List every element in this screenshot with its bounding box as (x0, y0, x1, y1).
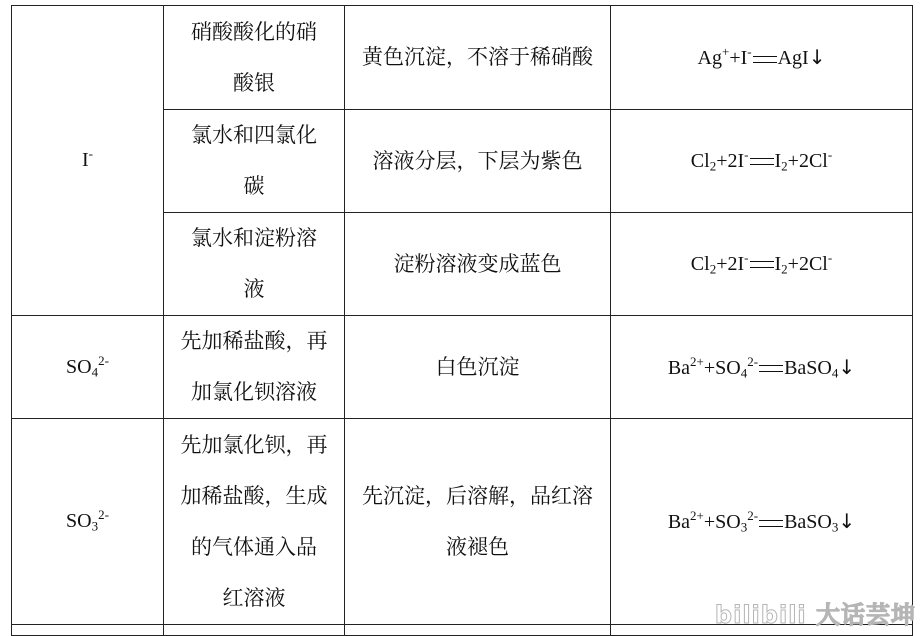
equation-cell: $Cl_2+2I^-$ $I_2+2Cl^-$ (611, 110, 913, 213)
equals-sign (750, 157, 774, 166)
precipitate-arrow: ↓ (838, 354, 856, 379)
phenomenon-cell: 淀粉溶液变成蓝色 (345, 213, 611, 316)
watermark-logo: bilibili 大话芸坤 (714, 601, 916, 629)
equation-cell: $Ba^{2+}+SO_3^{2-}$ BaSO$_3$↓ (611, 419, 913, 625)
table-row (12, 316, 913, 419)
reagent-cell: 氯水和四氯化 碳 (164, 110, 345, 213)
phenomenon-cell: 黄色沉淀，不溶于稀硝酸 (345, 6, 611, 110)
ion-test-table (11, 5, 913, 636)
phenomenon-cell: 溶液分层，下层为紫色 (345, 110, 611, 213)
table-row (12, 419, 913, 625)
precipitate-arrow: ↓ (838, 509, 856, 533)
ion-cell-sulfate: $SO_4^{2-}$ (12, 316, 164, 419)
phenomenon-cell: 先沉淀，后溶解，品红溶 液褪色 (345, 419, 611, 625)
precipitate-arrow: ↓ (808, 45, 826, 69)
reagent-cell: 先加稀盐酸，再 加氯化钡溶液 (164, 316, 345, 419)
equation-cell: Ag++I- AgI↓ (611, 6, 913, 110)
table-row (12, 6, 913, 110)
reagent-cell: 氯水和淀粉溶 液 (164, 213, 345, 316)
equals-sign (753, 55, 777, 64)
reagent-cell: 硝酸酸化的硝 酸银 (164, 6, 345, 110)
ion-cell-iodide: I- (12, 6, 164, 316)
equation-cell: $Cl_2+2I^-$ $I_2+2Cl^-$ (611, 213, 913, 316)
equals-sign (750, 260, 774, 269)
ion-cell-sulfite: $SO_3^{2-}$ (12, 419, 164, 625)
phenomenon-cell: 白色沉淀 (345, 316, 611, 419)
equals-sign (759, 364, 783, 373)
reagent-cell: 先加氯化钡，再 加稀盐酸，生成 的气体通入品 红溶液 (164, 419, 345, 625)
equation-cell: $Ba^{2+}+SO_4^{2-}$ BaSO$_4$↓ (611, 316, 913, 419)
equals-sign (759, 519, 783, 528)
